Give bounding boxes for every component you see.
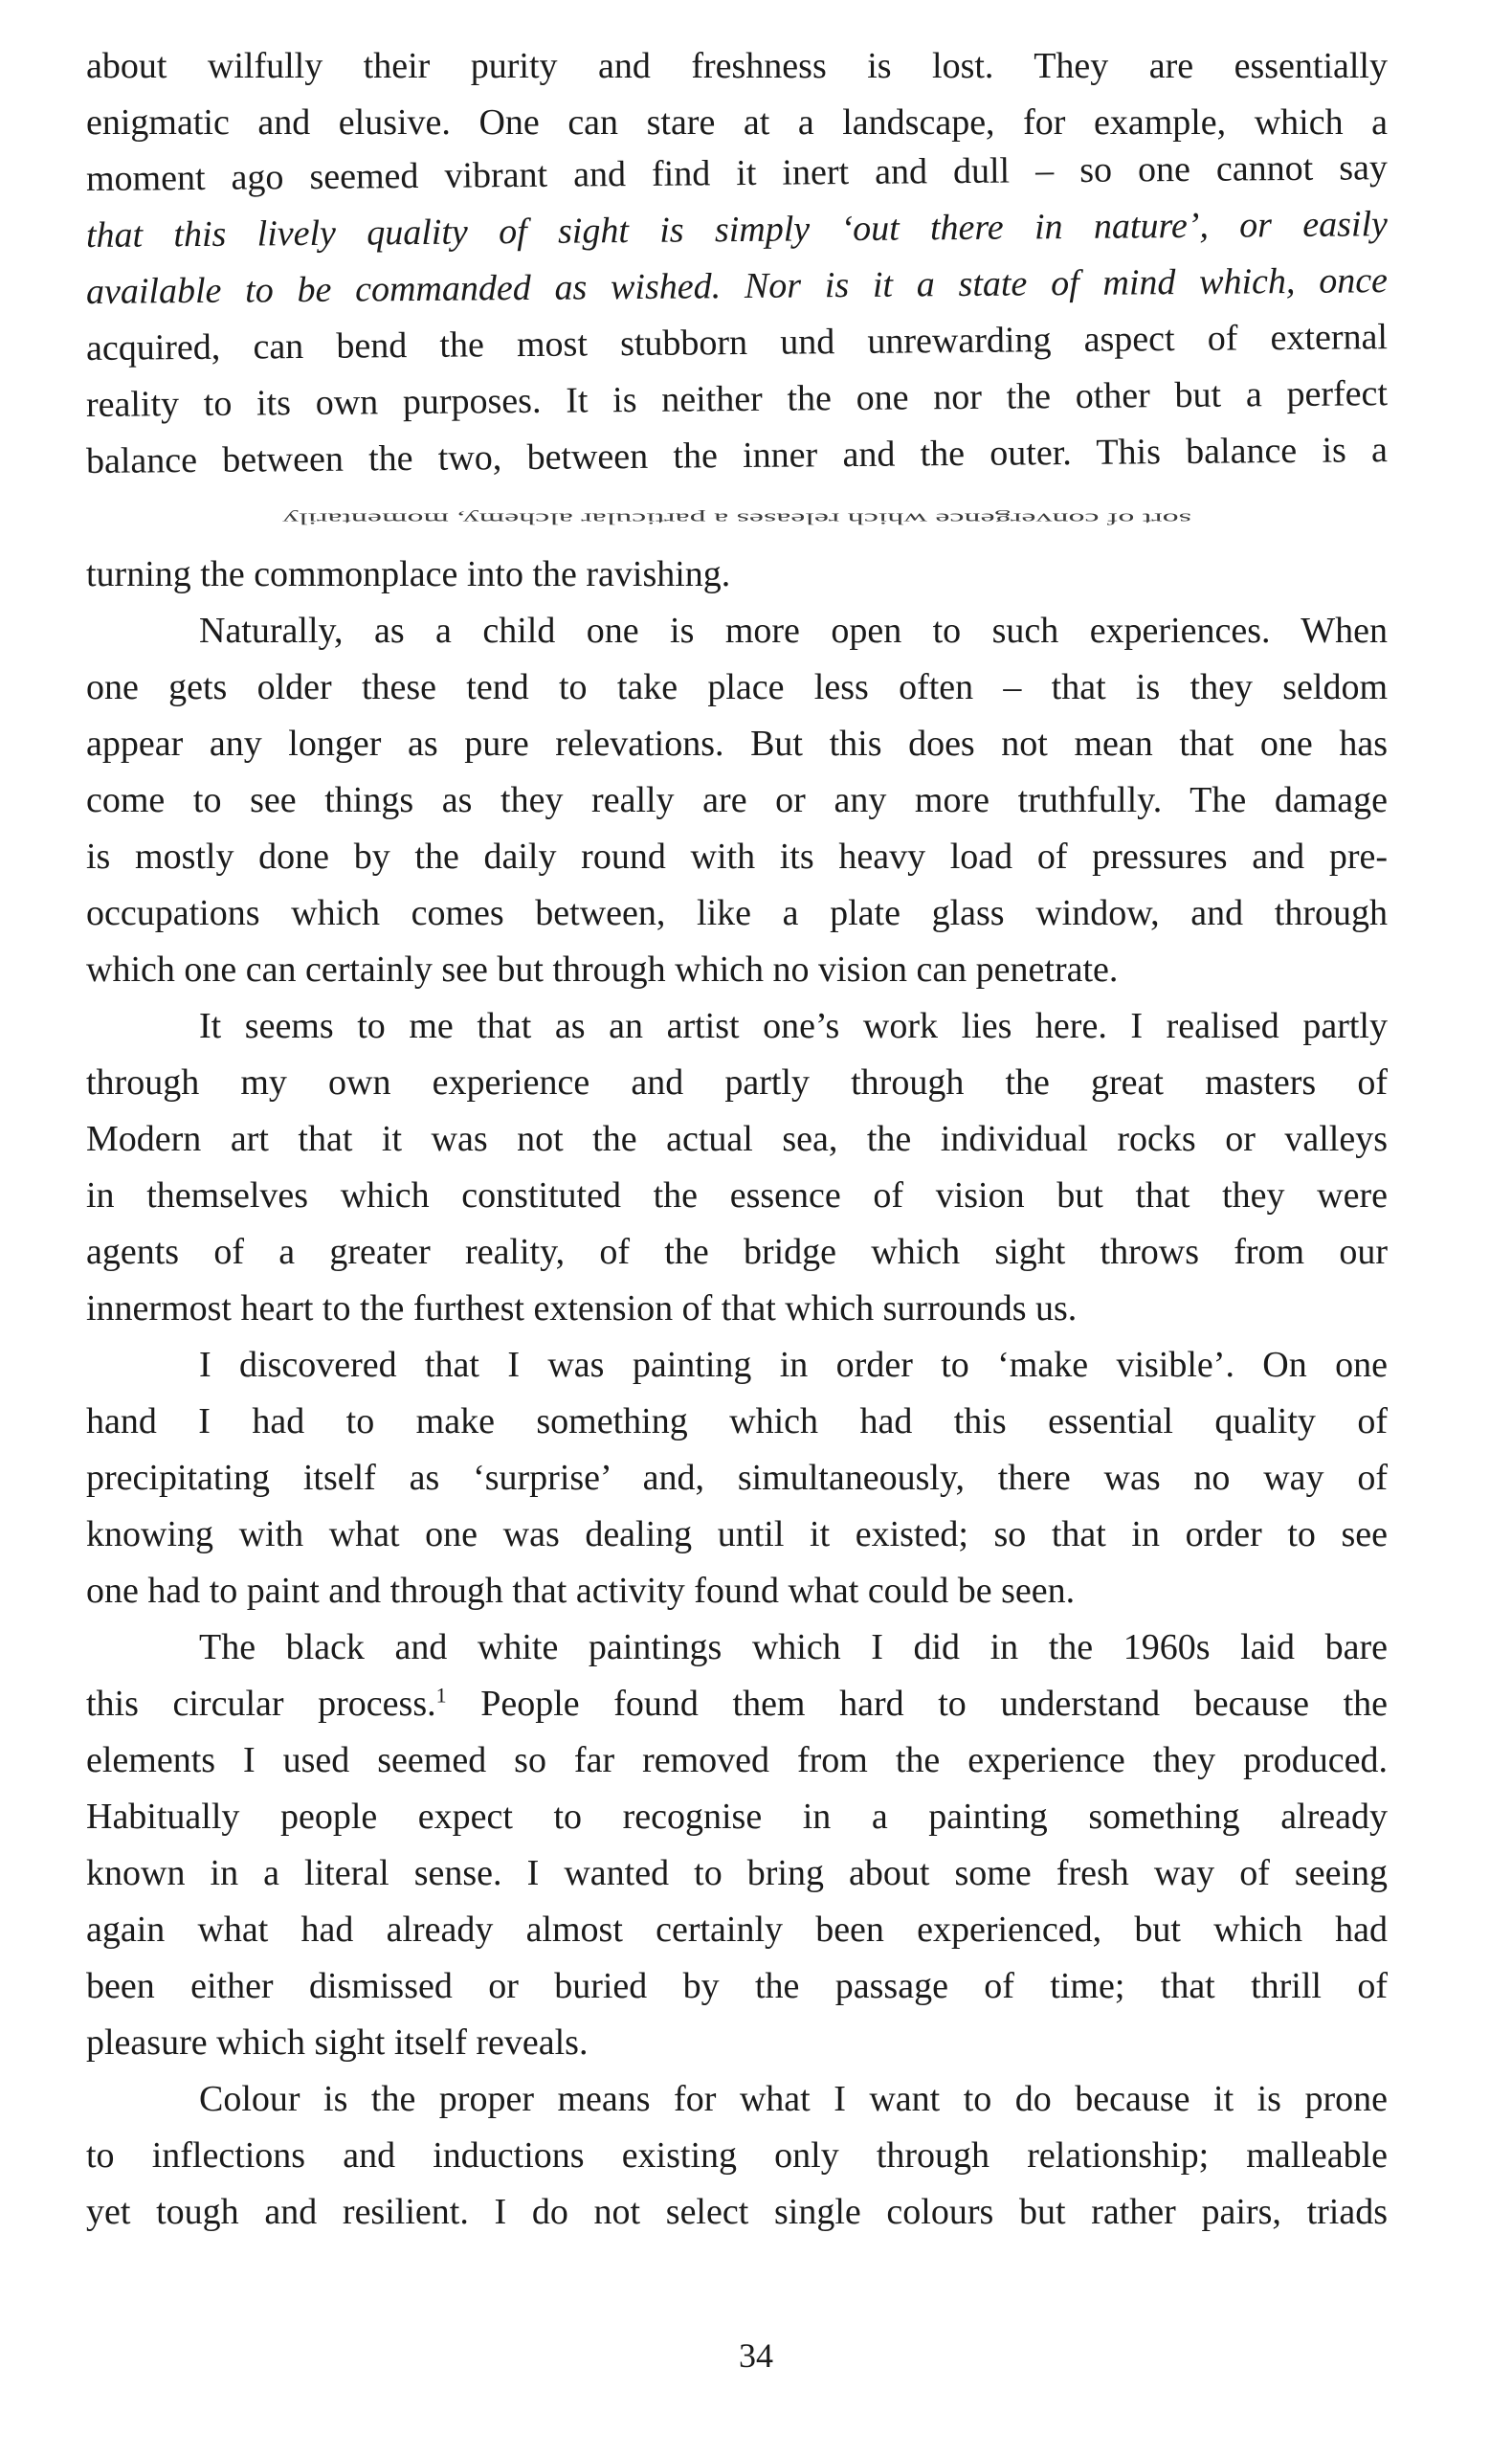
text-line: knowing with what one was dealing until it existed; so that in order to see: [86, 1514, 1388, 1554]
text-line: reality to its own purposes. It is neither the one nor the other but a perfect: [85, 373, 1389, 425]
text-fragment: this circular process.: [86, 1684, 436, 1724]
text-line: hand I had to make something which had this essential quality of: [86, 1401, 1388, 1441]
text-line: in themselves which constituted the essence of vision but that they were: [86, 1175, 1388, 1216]
text-line: which one can certainly see but through which no vision can penetrate.: [86, 949, 1119, 990]
text-line: moment ago seemed vibrant and find it inert and dull – so one cannot say: [85, 147, 1389, 199]
text-line: come to see things as they really are or any more truthfully. The damage: [86, 780, 1388, 820]
text-line: known in a literal sense. I wanted to bring about some fresh way of seeing: [86, 1853, 1388, 1893]
text-line: acquired, can bend the most stubborn und unrewarding aspect of external: [85, 317, 1389, 369]
text-line: Habitually people expect to recognise in a painting something already: [86, 1797, 1388, 1837]
text-line: occupations which comes between, like a plate glass window, and through: [86, 893, 1388, 933]
text-line: The black and white paintings which I did in the 1960s laid bare: [199, 1627, 1388, 1667]
text-line: enigmatic and elusive. One can stare at a landscape, for example, which a: [86, 102, 1388, 143]
text-line: precipitating itself as ‘surprise’ and, simultaneously, there was no way of: [86, 1458, 1388, 1498]
text-line: agents of a greater reality, of the bridge which sight throws from our: [86, 1232, 1388, 1272]
text-line: one gets older these tend to take place less often – that is they seldom: [86, 667, 1388, 707]
text-line: through my own experience and partly through the great masters of: [86, 1062, 1388, 1103]
distorted-text-line: sort of convergence which releases a particular alchemy, momentarily: [282, 509, 1191, 527]
text-line: about wilfully their purity and freshness is lost. They are essentially: [86, 46, 1388, 86]
footnote-marker[interactable]: 1: [435, 1683, 447, 1708]
text-line: available to be commanded as wished. Nor is it a state of mind which, once: [85, 260, 1389, 312]
text-line: appear any longer as pure relevations. But this does not mean that one has: [86, 724, 1388, 764]
text-line: turning the commonplace into the ravishing.: [86, 554, 731, 594]
text-line: Modern art that it was not the actual sea, the individual rocks or valleys: [86, 1119, 1388, 1159]
page-number: 34: [739, 2336, 773, 2375]
text-line: I discovered that I was painting in order to ‘make visible’. On one: [199, 1345, 1388, 1385]
text-line: to inflections and inductions existing only through relationship; malleable: [86, 2135, 1388, 2176]
text-line: Naturally, as a child one is more open to such experiences. When: [199, 611, 1388, 651]
text-line: Colour is the proper means for what I want to do because it is prone: [199, 2079, 1388, 2119]
text-line: [86, 1676, 1388, 1732]
text-line: one had to paint and through that activity found what could be seen.: [86, 1571, 1076, 1611]
text-line: It seems to me that as an artist one’s work lies here. I realised partly: [199, 1006, 1388, 1046]
text-line: that this lively quality of sight is simply ‘out there in nature’, or easily: [85, 204, 1389, 256]
text-line: again what had already almost certainly been experienced, but which had: [86, 1910, 1388, 1950]
text-line: yet tough and resilient. I do not select single colours but rather pairs, triads: [86, 2192, 1388, 2232]
body-text: [86, 38, 1388, 2241]
text-fragment: People found them hard to understand because the: [446, 1684, 1388, 1724]
text-line: pleasure which sight itself reveals.: [86, 2022, 589, 2063]
text-line: been either dismissed or buried by the passage of time; that thrill of: [86, 1966, 1388, 2006]
text-line: balance between the two, between the inner and the outer. This balance is a: [85, 430, 1389, 481]
text-line: is mostly done by the daily round with its heavy load of pressures and pre-: [86, 837, 1388, 877]
text-line: innermost heart to the furthest extension of that which surrounds us.: [86, 1288, 1078, 1329]
text-line: elements I used seemed so far removed from the experience they produced.: [86, 1740, 1388, 1780]
